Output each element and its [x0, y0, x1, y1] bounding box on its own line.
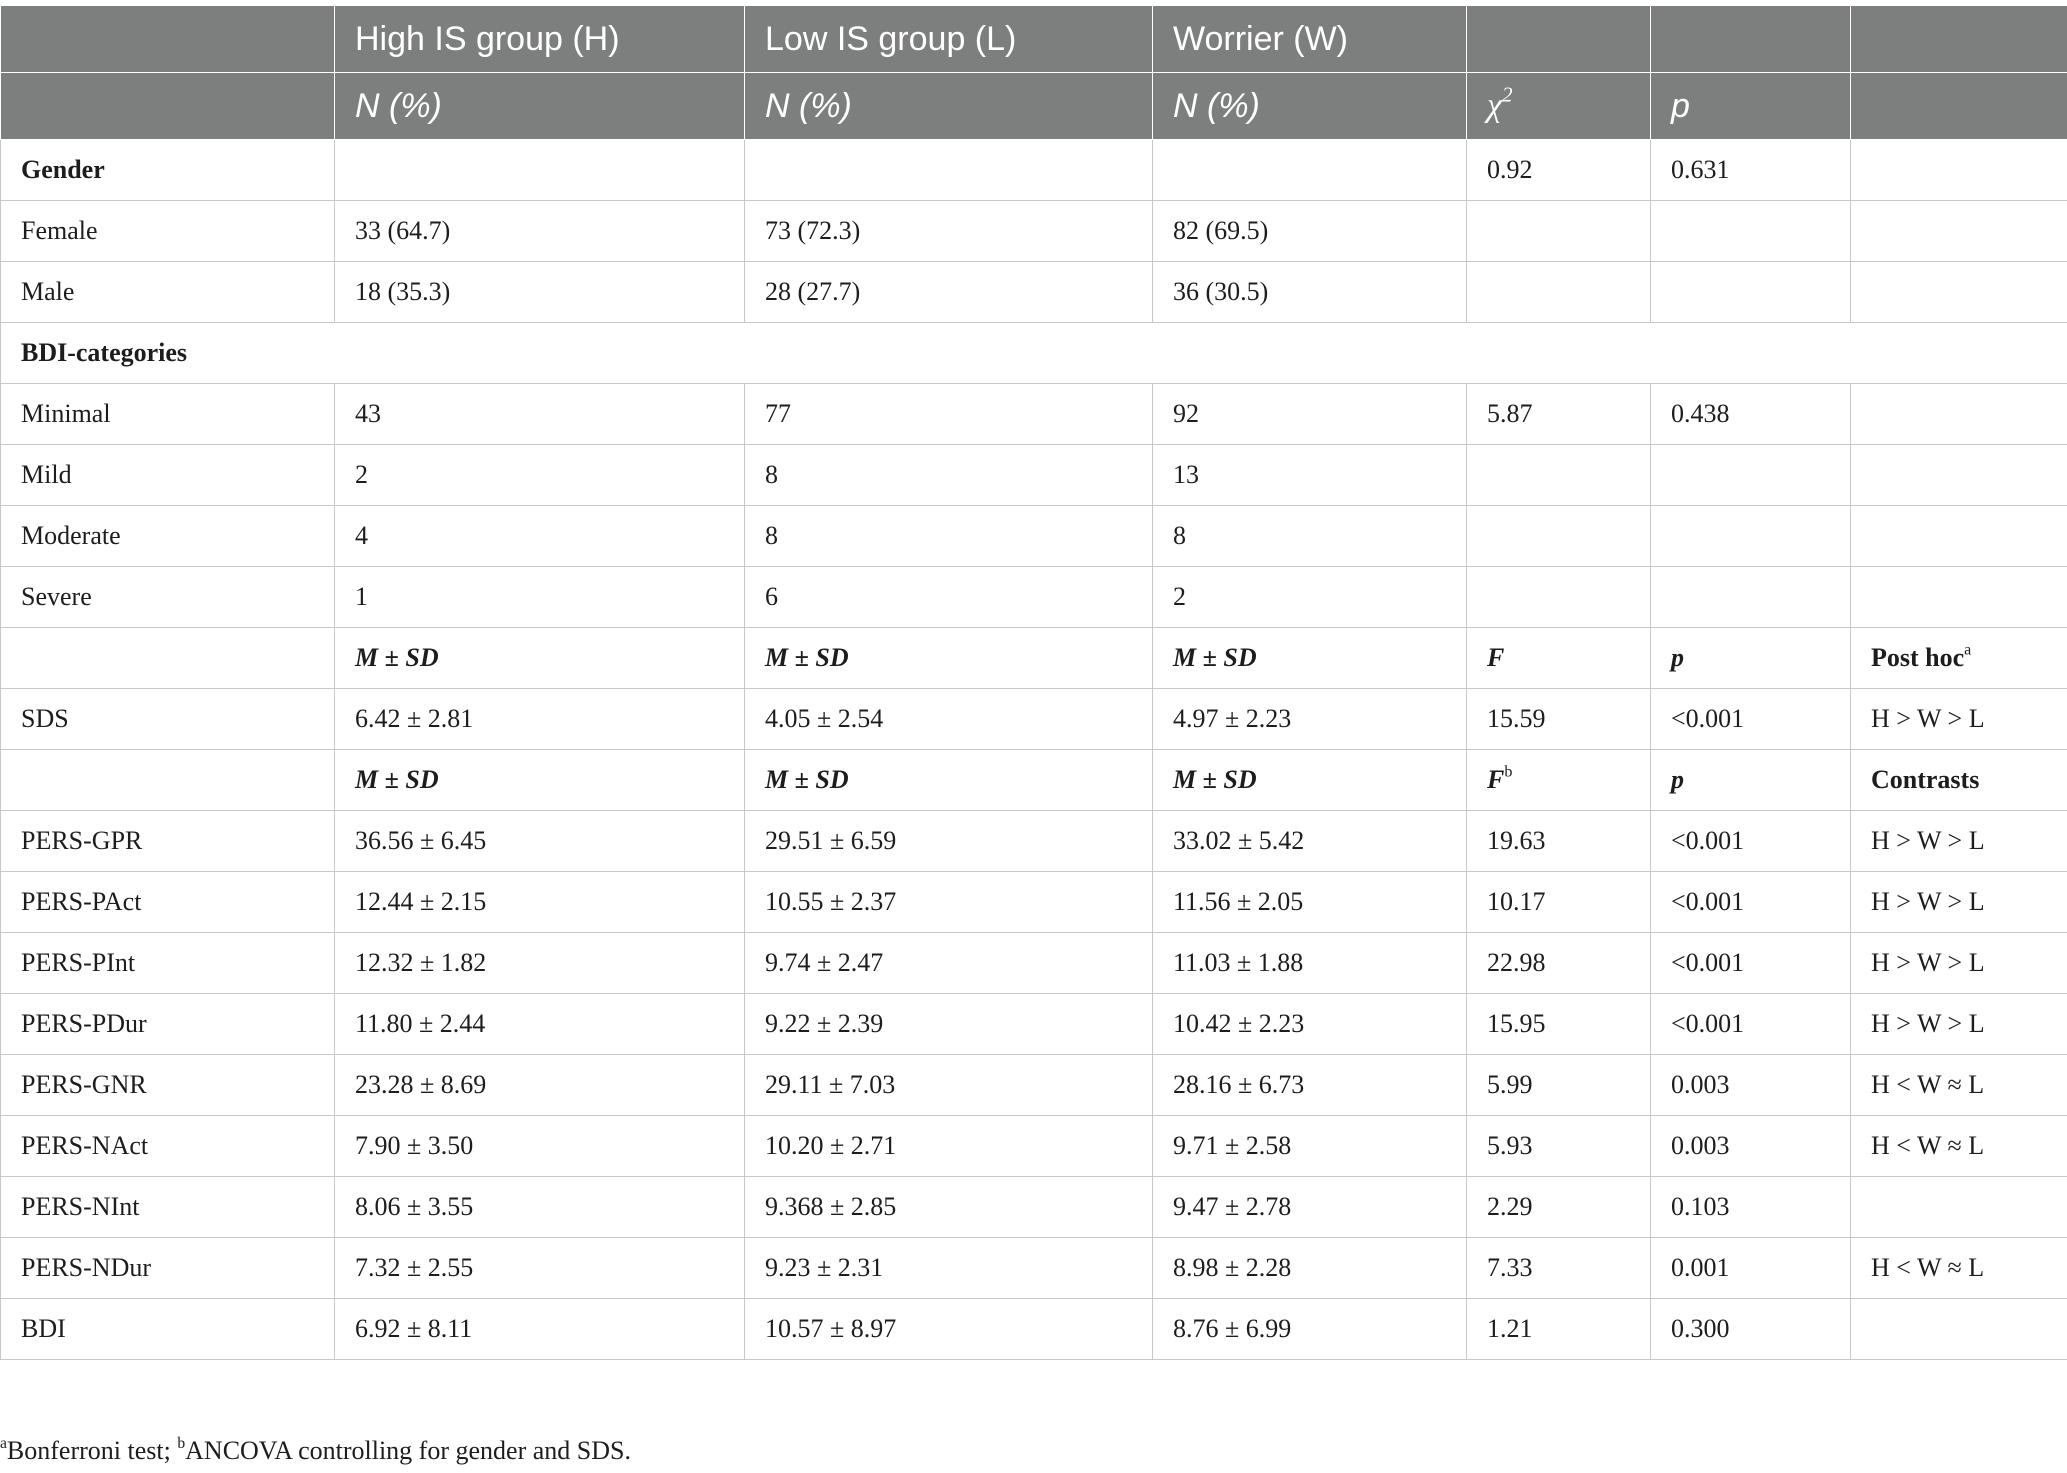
subheader-mean-sd: M ± SD — [335, 750, 745, 811]
cell-low-is: 10.57 ± 8.97 — [745, 1299, 1153, 1360]
cell-high-is: 8.06 ± 3.55 — [335, 1177, 745, 1238]
table-row-bdi — [1, 1299, 2067, 1360]
cell-empty — [745, 140, 1153, 201]
cell-low-is: 77 — [745, 384, 1153, 445]
chi-superscript: 2 — [1501, 82, 1513, 107]
cell-empty — [1651, 506, 1851, 567]
cell-empty — [1467, 262, 1651, 323]
cell-worrier: 13 — [1153, 445, 1467, 506]
cell-empty — [1851, 567, 2067, 628]
cell-empty — [1651, 262, 1851, 323]
cell-high-is: 18 (35.3) — [335, 262, 745, 323]
cell-low-is: 9.23 ± 2.31 — [745, 1238, 1153, 1299]
header-chi-square — [1467, 73, 1651, 140]
header-cell-blank — [1, 73, 335, 140]
table-row-female — [1, 201, 2067, 262]
footnote-text-b: ANCOVA controlling for gender and SDS. — [185, 1436, 631, 1465]
cell-statistic: 1.21 — [1467, 1299, 1651, 1360]
subheader-mean-sd: M ± SD — [745, 628, 1153, 689]
results-table — [0, 5, 2067, 1360]
row-label: BDI — [1, 1299, 335, 1360]
header-cell-blank — [1651, 6, 1851, 73]
cell-low-is: 10.55 ± 2.37 — [745, 872, 1153, 933]
cell-p-value: 0.003 — [1651, 1055, 1851, 1116]
cell-worrier: 4.97 ± 2.23 — [1153, 689, 1467, 750]
cell-high-is: 11.80 ± 2.44 — [335, 994, 745, 1055]
cell-p-value: 0.103 — [1651, 1177, 1851, 1238]
footnote-marker-b: b — [177, 1435, 186, 1453]
table-footnote — [0, 1436, 631, 1466]
row-label: PERS-PInt — [1, 933, 335, 994]
cell-empty — [1851, 384, 2067, 445]
table-row-sds — [1, 689, 2067, 750]
cell-high-is: 23.28 ± 8.69 — [335, 1055, 745, 1116]
footnote-text-a: Bonferroni test; — [6, 1436, 178, 1465]
cell-contrast: H < W ≈ L — [1851, 1055, 2067, 1116]
cell-empty — [335, 140, 745, 201]
subheader-p: p — [1651, 750, 1851, 811]
cell-worrier: 28.16 ± 6.73 — [1153, 1055, 1467, 1116]
header-cell-blank — [1851, 6, 2067, 73]
subheader-post-hoc: Post hoc$^a$ — [1851, 628, 2067, 689]
section-label: BDI-categories — [1, 323, 2067, 384]
cell-high-is: 12.32 ± 1.82 — [335, 933, 745, 994]
cell-low-is: 8 — [745, 506, 1153, 567]
table-subheader-row — [1, 750, 2067, 811]
cell-low-is: 9.368 ± 2.85 — [745, 1177, 1153, 1238]
cell-p-value: <0.001 — [1651, 811, 1851, 872]
cell-high-is: 1 — [335, 567, 745, 628]
cell-empty — [1851, 140, 2067, 201]
cell-low-is: 9.22 ± 2.39 — [745, 994, 1153, 1055]
cell-empty — [1467, 201, 1651, 262]
cell-low-is: 73 (72.3) — [745, 201, 1153, 262]
cell-empty — [1153, 140, 1467, 201]
row-label: PERS-NDur — [1, 1238, 335, 1299]
cell-low-is: 10.20 ± 2.71 — [745, 1116, 1153, 1177]
cell-p-value: <0.001 — [1651, 933, 1851, 994]
cell-worrier: 82 (69.5) — [1153, 201, 1467, 262]
row-label: PERS-PDur — [1, 994, 335, 1055]
row-label: PERS-PAct — [1, 872, 335, 933]
header-n-percent: N (%) — [335, 73, 745, 140]
table-row-pers-gpr — [1, 811, 2067, 872]
header-cell-blank — [1, 6, 335, 73]
cell-contrast: H > W > L — [1851, 933, 2067, 994]
row-label: PERS-GNR — [1, 1055, 335, 1116]
cell-empty — [1467, 506, 1651, 567]
table-row-pers-pint — [1, 933, 2067, 994]
cell-worrier: 11.56 ± 2.05 — [1153, 872, 1467, 933]
cell-high-is: 12.44 ± 2.15 — [335, 872, 745, 933]
table-row-mild — [1, 445, 2067, 506]
cell-empty — [1, 628, 335, 689]
cell-statistic: 19.63 — [1467, 811, 1651, 872]
cell-p-value: 0.003 — [1651, 1116, 1851, 1177]
row-label: Moderate — [1, 506, 335, 567]
cell-high-is: 7.32 ± 2.55 — [335, 1238, 745, 1299]
table-row-male — [1, 262, 2067, 323]
table-row-pers-ndur — [1, 1238, 2067, 1299]
header-cell-blank — [1851, 73, 2067, 140]
cell-contrast: H < W ≈ L — [1851, 1238, 2067, 1299]
cell-statistic: 7.33 — [1467, 1238, 1651, 1299]
row-label: PERS-NAct — [1, 1116, 335, 1177]
cell-empty — [1, 750, 335, 811]
cell-low-is: 29.51 ± 6.59 — [745, 811, 1153, 872]
subheader-contrasts: Contrasts — [1851, 750, 2067, 811]
cell-empty — [1651, 567, 1851, 628]
cell-empty — [1851, 1299, 2067, 1360]
row-label: PERS-NInt — [1, 1177, 335, 1238]
cell-empty — [1851, 262, 2067, 323]
cell-low-is: 6 — [745, 567, 1153, 628]
cell-worrier: 92 — [1153, 384, 1467, 445]
row-label: Gender — [1, 140, 335, 201]
footnote-marker-a: a — [0, 1435, 7, 1453]
cell-statistic: 5.99 — [1467, 1055, 1651, 1116]
cell-high-is: 2 — [335, 445, 745, 506]
cell-worrier: 8.76 ± 6.99 — [1153, 1299, 1467, 1360]
cell-worrier: 33.02 ± 5.42 — [1153, 811, 1467, 872]
header-cell-blank — [1467, 6, 1651, 73]
cell-worrier: 8.98 ± 2.28 — [1153, 1238, 1467, 1299]
cell-low-is: 4.05 ± 2.54 — [745, 689, 1153, 750]
row-label: Mild — [1, 445, 335, 506]
cell-worrier: 10.42 ± 2.23 — [1153, 994, 1467, 1055]
table-row-pers-nint — [1, 1177, 2067, 1238]
cell-contrast: H > W > L — [1851, 811, 2067, 872]
cell-statistic: 2.29 — [1467, 1177, 1651, 1238]
cell-low-is: 9.74 ± 2.47 — [745, 933, 1153, 994]
subheader-mean-sd: M ± SD — [1153, 750, 1467, 811]
subheader-p: p — [1651, 628, 1851, 689]
header-low-is: Low IS group (L) — [745, 6, 1153, 73]
table-row-pers-nact — [1, 1116, 2067, 1177]
table-row-bdi-categories — [1, 323, 2067, 384]
table-row-minimal — [1, 384, 2067, 445]
cell-high-is: 33 (64.7) — [335, 201, 745, 262]
header-n-percent: N (%) — [1153, 73, 1467, 140]
row-label: SDS — [1, 689, 335, 750]
cell-empty — [1851, 445, 2067, 506]
table-row-severe — [1, 567, 2067, 628]
table-row-moderate — [1, 506, 2067, 567]
cell-worrier: 11.03 ± 1.88 — [1153, 933, 1467, 994]
table-row-pers-pdur — [1, 994, 2067, 1055]
header-p: p — [1651, 73, 1851, 140]
cell-worrier: 9.71 ± 2.58 — [1153, 1116, 1467, 1177]
cell-low-is: 28 (27.7) — [745, 262, 1153, 323]
cell-empty — [1851, 506, 2067, 567]
subheader-f: $F^b$ — [1467, 750, 1651, 811]
cell-low-is: 8 — [745, 445, 1153, 506]
cell-statistic: 10.17 — [1467, 872, 1651, 933]
row-label: Severe — [1, 567, 335, 628]
cell-worrier: 36 (30.5) — [1153, 262, 1467, 323]
table-subheader-row — [1, 628, 2067, 689]
header-row-units — [1, 73, 2067, 140]
table-row-pers-pact — [1, 872, 2067, 933]
cell-statistic: 0.92 — [1467, 140, 1651, 201]
cell-p-value: 0.300 — [1651, 1299, 1851, 1360]
cell-contrast: H > W > L — [1851, 689, 2067, 750]
cell-statistic: 5.93 — [1467, 1116, 1651, 1177]
subheader-f: F — [1467, 628, 1651, 689]
cell-p-value: 0.438 — [1651, 384, 1851, 445]
row-label: Female — [1, 201, 335, 262]
cell-p-value: <0.001 — [1651, 994, 1851, 1055]
cell-contrast: H > W > L — [1851, 994, 2067, 1055]
table-row-pers-gnr — [1, 1055, 2067, 1116]
cell-empty — [1651, 445, 1851, 506]
cell-contrast: H > W > L — [1851, 872, 2067, 933]
cell-statistic: 15.95 — [1467, 994, 1651, 1055]
cell-contrast: H < W ≈ L — [1851, 1116, 2067, 1177]
cell-high-is: 6.42 ± 2.81 — [335, 689, 745, 750]
cell-worrier: 8 — [1153, 506, 1467, 567]
header-high-is: High IS group (H) — [335, 6, 745, 73]
subheader-mean-sd: M ± SD — [1153, 628, 1467, 689]
subheader-mean-sd: M ± SD — [335, 628, 745, 689]
chi-symbol: χ — [1487, 87, 1502, 124]
row-label: Minimal — [1, 384, 335, 445]
table-row-gender — [1, 140, 2067, 201]
cell-low-is: 29.11 ± 7.03 — [745, 1055, 1153, 1116]
row-label: Male — [1, 262, 335, 323]
cell-p-value: <0.001 — [1651, 689, 1851, 750]
header-row-groups — [1, 6, 2067, 73]
cell-statistic: 5.87 — [1467, 384, 1651, 445]
cell-worrier: 9.47 ± 2.78 — [1153, 1177, 1467, 1238]
cell-p-value: 0.001 — [1651, 1238, 1851, 1299]
cell-empty — [1651, 201, 1851, 262]
cell-high-is: 6.92 ± 8.11 — [335, 1299, 745, 1360]
cell-high-is: 7.90 ± 3.50 — [335, 1116, 745, 1177]
cell-high-is: 43 — [335, 384, 745, 445]
cell-statistic: 22.98 — [1467, 933, 1651, 994]
cell-high-is: 36.56 ± 6.45 — [335, 811, 745, 872]
cell-worrier: 2 — [1153, 567, 1467, 628]
cell-p-value: <0.001 — [1651, 872, 1851, 933]
cell-statistic: 15.59 — [1467, 689, 1651, 750]
cell-high-is: 4 — [335, 506, 745, 567]
cell-p-value: 0.631 — [1651, 140, 1851, 201]
row-label: PERS-GPR — [1, 811, 335, 872]
cell-empty — [1851, 1177, 2067, 1238]
header-n-percent: N (%) — [745, 73, 1153, 140]
cell-empty — [1467, 567, 1651, 628]
cell-empty — [1851, 201, 2067, 262]
cell-empty — [1467, 445, 1651, 506]
header-worrier: Worrier (W) — [1153, 6, 1467, 73]
subheader-mean-sd: M ± SD — [745, 750, 1153, 811]
